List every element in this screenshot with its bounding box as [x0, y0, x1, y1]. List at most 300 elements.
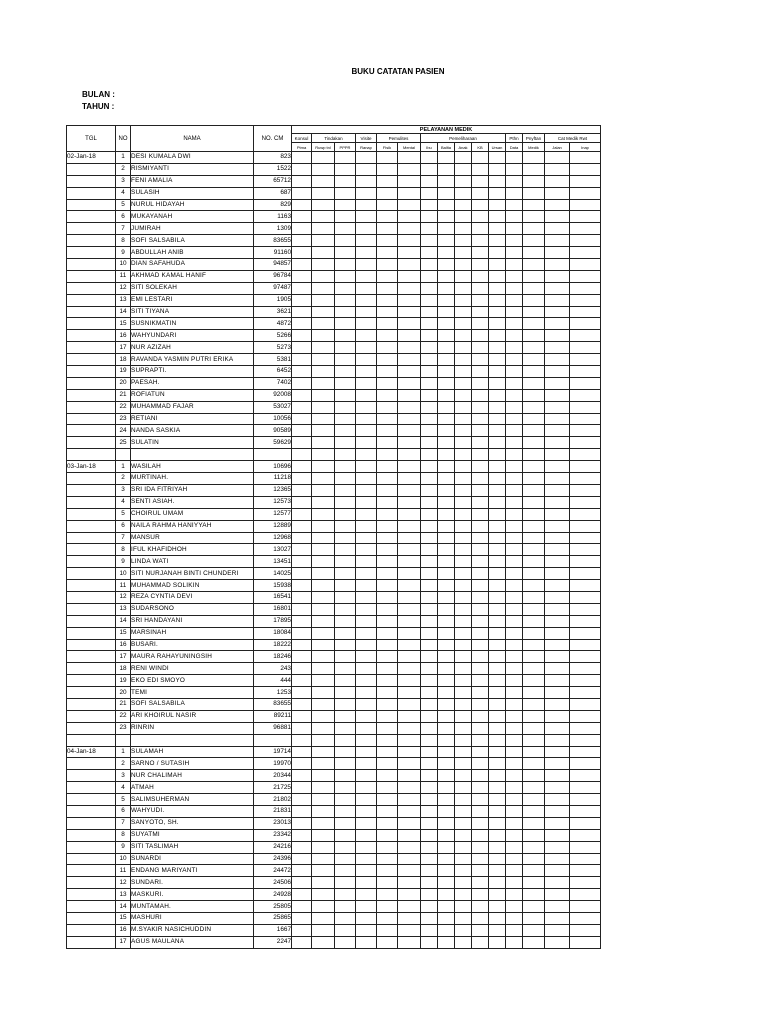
service-cell — [472, 865, 489, 877]
patient-name: JUMIRAH — [131, 223, 254, 235]
service-cell — [356, 663, 377, 675]
service-cell — [570, 853, 601, 865]
service-cell — [438, 675, 455, 687]
service-cell — [455, 461, 472, 473]
service-cell — [523, 794, 545, 806]
service-cell — [455, 354, 472, 366]
service-cell — [472, 889, 489, 901]
service-cell — [292, 865, 312, 877]
empty-cell — [335, 449, 356, 461]
service-cell — [523, 425, 545, 437]
service-cell — [438, 235, 455, 247]
service-cell — [570, 544, 601, 556]
service-cell — [312, 484, 335, 496]
service-cell — [570, 330, 601, 342]
medical-record-number: 2247 — [254, 936, 292, 948]
service-cell — [356, 223, 377, 235]
service-cell — [377, 710, 398, 722]
patient-name: RISMIYANTI — [131, 163, 254, 175]
service-cell — [377, 401, 398, 413]
service-cell — [545, 663, 570, 675]
service-cell — [472, 425, 489, 437]
service-cell — [489, 282, 506, 294]
service-cell — [356, 211, 377, 223]
service-cell — [398, 924, 421, 936]
service-cell — [377, 758, 398, 770]
patient-name: SARNO / SUTASIH — [131, 758, 254, 770]
service-cell — [292, 354, 312, 366]
patient-name: MAURA RAHAYUNINGSIH — [131, 651, 254, 663]
medical-record-number: 21831 — [254, 805, 292, 817]
service-cell — [377, 223, 398, 235]
service-cell — [506, 615, 523, 627]
service-cell — [506, 758, 523, 770]
date-cell — [67, 532, 116, 544]
service-cell — [545, 556, 570, 568]
service-cell — [335, 520, 356, 532]
service-cell — [356, 461, 377, 473]
service-cell — [312, 687, 335, 699]
table-row — [67, 913, 601, 925]
service-cell — [421, 377, 438, 389]
service-cell — [335, 913, 356, 925]
service-cell — [377, 175, 398, 187]
date-cell — [67, 675, 116, 687]
service-cell — [455, 235, 472, 247]
service-cell — [356, 270, 377, 282]
service-cell — [398, 603, 421, 615]
service-cell — [421, 758, 438, 770]
row-number: 7 — [116, 223, 131, 235]
row-number: 1 — [116, 746, 131, 758]
service-cell — [506, 294, 523, 306]
service-cell — [312, 342, 335, 354]
service-cell — [312, 556, 335, 568]
service-cell — [523, 663, 545, 675]
medical-record-number: 96881 — [254, 722, 292, 734]
service-cell — [570, 663, 601, 675]
service-cell — [489, 366, 506, 378]
service-cell — [472, 223, 489, 235]
service-cell — [398, 627, 421, 639]
service-cell — [489, 794, 506, 806]
row-number: 5 — [116, 199, 131, 211]
service-cell — [377, 591, 398, 603]
service-cell — [377, 152, 398, 164]
service-cell — [421, 235, 438, 247]
service-cell — [545, 425, 570, 437]
empty-cell — [131, 734, 254, 746]
service-cell — [489, 817, 506, 829]
empty-cell — [292, 734, 312, 746]
service-cell — [570, 247, 601, 259]
service-cell — [438, 330, 455, 342]
service-cell — [489, 259, 506, 271]
table-row — [67, 901, 601, 913]
date-cell — [67, 829, 116, 841]
service-cell — [421, 936, 438, 948]
patient-name: WASILAH — [131, 461, 254, 473]
row-number: 9 — [116, 841, 131, 853]
service-cell — [398, 401, 421, 413]
service-cell — [472, 187, 489, 199]
service-cell — [335, 461, 356, 473]
date-cell — [67, 520, 116, 532]
service-cell — [489, 318, 506, 330]
service-cell — [335, 342, 356, 354]
service-cell — [523, 318, 545, 330]
medical-record-number: 18222 — [254, 639, 292, 651]
service-cell — [377, 259, 398, 271]
service-cell — [570, 841, 601, 853]
service-cell — [545, 318, 570, 330]
patient-name: PAESAH. — [131, 377, 254, 389]
service-cell — [335, 532, 356, 544]
service-cell — [472, 805, 489, 817]
service-cell — [545, 580, 570, 592]
service-cell — [312, 627, 335, 639]
subheader: Ptma — [292, 143, 312, 152]
service-cell — [570, 580, 601, 592]
service-cell — [312, 318, 335, 330]
empty-cell — [292, 449, 312, 461]
service-cell — [438, 223, 455, 235]
service-cell — [356, 877, 377, 889]
row-number: 17 — [116, 936, 131, 948]
date-cell — [67, 484, 116, 496]
service-cell — [489, 496, 506, 508]
table-row — [67, 580, 601, 592]
row-number: 14 — [116, 615, 131, 627]
date-cell — [67, 877, 116, 889]
service-cell — [335, 473, 356, 485]
service-cell — [523, 651, 545, 663]
service-cell — [472, 794, 489, 806]
service-cell — [356, 651, 377, 663]
service-cell — [438, 211, 455, 223]
service-cell — [506, 889, 523, 901]
table-row — [67, 306, 601, 318]
date-cell — [67, 270, 116, 282]
service-cell — [312, 508, 335, 520]
empty-cell — [254, 734, 292, 746]
service-cell — [335, 163, 356, 175]
service-cell — [377, 770, 398, 782]
service-cell — [377, 330, 398, 342]
service-cell — [377, 282, 398, 294]
service-cell — [472, 544, 489, 556]
service-cell — [421, 603, 438, 615]
service-cell — [570, 508, 601, 520]
service-cell — [398, 235, 421, 247]
service-cell — [545, 175, 570, 187]
service-cell — [438, 591, 455, 603]
table-row — [67, 152, 601, 164]
service-cell — [472, 603, 489, 615]
patient-name: CHOIRUL UMAM — [131, 508, 254, 520]
service-cell — [472, 639, 489, 651]
service-cell — [377, 556, 398, 568]
header-no: NO — [116, 126, 131, 152]
service-cell — [506, 770, 523, 782]
service-cell — [377, 805, 398, 817]
service-cell — [292, 520, 312, 532]
service-cell — [377, 936, 398, 948]
service-cell — [506, 473, 523, 485]
date-cell — [67, 627, 116, 639]
service-cell — [421, 805, 438, 817]
service-cell — [438, 936, 455, 948]
header-pnyftan: Pnyftan — [523, 134, 545, 143]
medical-record-number: 1667 — [254, 924, 292, 936]
service-cell — [398, 913, 421, 925]
row-number: 18 — [116, 663, 131, 675]
service-cell — [472, 247, 489, 259]
service-cell — [523, 247, 545, 259]
service-cell — [398, 544, 421, 556]
header-tgl: TGL — [67, 126, 116, 152]
service-cell — [472, 770, 489, 782]
table-row — [67, 746, 601, 758]
medical-record-number: 12889 — [254, 520, 292, 532]
date-cell — [67, 401, 116, 413]
service-cell — [377, 532, 398, 544]
table-row — [67, 615, 601, 627]
service-cell — [489, 853, 506, 865]
service-cell — [421, 710, 438, 722]
service-cell — [335, 508, 356, 520]
row-number: 16 — [116, 639, 131, 651]
service-cell — [438, 651, 455, 663]
service-cell — [545, 639, 570, 651]
service-cell — [455, 698, 472, 710]
service-cell — [356, 437, 377, 449]
service-cell — [472, 508, 489, 520]
service-cell — [292, 651, 312, 663]
service-cell — [506, 639, 523, 651]
service-cell — [455, 615, 472, 627]
service-cell — [421, 187, 438, 199]
service-cell — [421, 663, 438, 675]
service-cell — [292, 782, 312, 794]
service-cell — [335, 556, 356, 568]
service-cell — [570, 889, 601, 901]
medical-record-number: 59629 — [254, 437, 292, 449]
row-number: 7 — [116, 817, 131, 829]
service-cell — [421, 924, 438, 936]
service-cell — [398, 163, 421, 175]
service-cell — [292, 163, 312, 175]
subheader: Jalan — [545, 143, 570, 152]
row-number: 21 — [116, 698, 131, 710]
medical-record-number: 243 — [254, 663, 292, 675]
service-cell — [312, 235, 335, 247]
service-cell — [398, 889, 421, 901]
service-cell — [292, 663, 312, 675]
patient-name: BUSARI. — [131, 639, 254, 651]
service-cell — [312, 580, 335, 592]
service-cell — [335, 484, 356, 496]
service-cell — [292, 496, 312, 508]
service-cell — [523, 829, 545, 841]
date-cell — [67, 639, 116, 651]
service-cell — [377, 187, 398, 199]
service-cell — [506, 484, 523, 496]
service-cell — [523, 282, 545, 294]
date-cell — [67, 235, 116, 247]
service-cell — [356, 330, 377, 342]
service-cell — [356, 235, 377, 247]
service-cell — [292, 722, 312, 734]
medical-record-number: 1309 — [254, 223, 292, 235]
empty-cell — [377, 734, 398, 746]
service-cell — [377, 247, 398, 259]
row-number: 7 — [116, 532, 131, 544]
service-cell — [506, 782, 523, 794]
empty-cell — [356, 449, 377, 461]
service-cell — [312, 710, 335, 722]
service-cell — [570, 163, 601, 175]
header-pelayanan-medik: PELAYANAN MEDIK — [292, 126, 601, 134]
service-cell — [506, 603, 523, 615]
date-cell — [67, 794, 116, 806]
table-row — [67, 496, 601, 508]
service-cell — [335, 901, 356, 913]
empty-cell — [523, 449, 545, 461]
service-cell — [421, 223, 438, 235]
service-cell — [489, 294, 506, 306]
service-cell — [335, 580, 356, 592]
service-cell — [506, 556, 523, 568]
service-cell — [398, 342, 421, 354]
service-cell — [570, 924, 601, 936]
service-cell — [545, 603, 570, 615]
medical-record-number: 18246 — [254, 651, 292, 663]
patient-name: SULASIH — [131, 187, 254, 199]
service-cell — [292, 615, 312, 627]
table-row — [67, 829, 601, 841]
patient-name: RENI WINDI — [131, 663, 254, 675]
service-cell — [489, 698, 506, 710]
service-cell — [335, 841, 356, 853]
service-cell — [455, 651, 472, 663]
table-row — [67, 377, 601, 389]
service-cell — [455, 865, 472, 877]
service-cell — [489, 580, 506, 592]
service-cell — [438, 318, 455, 330]
table-row — [67, 389, 601, 401]
service-cell — [356, 794, 377, 806]
service-cell — [356, 425, 377, 437]
service-cell — [455, 199, 472, 211]
row-number: 4 — [116, 496, 131, 508]
service-cell — [489, 924, 506, 936]
medical-record-number: 14025 — [254, 568, 292, 580]
service-cell — [489, 615, 506, 627]
service-cell — [356, 746, 377, 758]
service-cell — [455, 675, 472, 687]
service-cell — [292, 318, 312, 330]
service-cell — [421, 865, 438, 877]
service-cell — [545, 294, 570, 306]
service-cell — [312, 532, 335, 544]
service-cell — [472, 758, 489, 770]
service-cell — [455, 282, 472, 294]
service-cell — [545, 484, 570, 496]
medical-record-number: 83655 — [254, 698, 292, 710]
service-cell — [292, 829, 312, 841]
date-cell — [67, 615, 116, 627]
service-cell — [489, 675, 506, 687]
service-cell — [312, 270, 335, 282]
bulan-label: BULAN : — [82, 90, 115, 99]
service-cell — [312, 924, 335, 936]
service-cell — [506, 651, 523, 663]
service-cell — [356, 389, 377, 401]
table-row — [67, 591, 601, 603]
service-cell — [545, 901, 570, 913]
medical-record-number: 16541 — [254, 591, 292, 603]
service-cell — [455, 722, 472, 734]
row-number: 23 — [116, 413, 131, 425]
medical-record-number: 20344 — [254, 770, 292, 782]
service-cell — [545, 461, 570, 473]
service-cell — [292, 389, 312, 401]
service-cell — [455, 639, 472, 651]
service-cell — [398, 461, 421, 473]
patient-name: MARSINAH — [131, 627, 254, 639]
table-row — [67, 841, 601, 853]
service-cell — [335, 223, 356, 235]
service-cell — [472, 235, 489, 247]
service-cell — [489, 782, 506, 794]
service-cell — [356, 484, 377, 496]
service-cell — [421, 247, 438, 259]
medical-record-number: 1253 — [254, 687, 292, 699]
service-cell — [421, 877, 438, 889]
service-cell — [545, 342, 570, 354]
patient-name: DESI KUMALA DWI — [131, 152, 254, 164]
service-cell — [455, 805, 472, 817]
service-cell — [506, 413, 523, 425]
date-cell — [67, 544, 116, 556]
service-cell — [523, 924, 545, 936]
service-cell — [421, 330, 438, 342]
table-row — [67, 782, 601, 794]
service-cell — [335, 746, 356, 758]
service-cell — [438, 354, 455, 366]
service-cell — [398, 580, 421, 592]
service-cell — [523, 306, 545, 318]
service-cell — [335, 639, 356, 651]
service-cell — [489, 627, 506, 639]
service-cell — [506, 247, 523, 259]
service-cell — [506, 366, 523, 378]
service-cell — [570, 473, 601, 485]
service-cell — [489, 437, 506, 449]
date-cell — [67, 223, 116, 235]
service-cell — [438, 401, 455, 413]
service-cell — [398, 187, 421, 199]
service-cell — [472, 294, 489, 306]
service-cell — [292, 294, 312, 306]
service-cell — [472, 913, 489, 925]
service-cell — [545, 211, 570, 223]
service-cell — [292, 282, 312, 294]
service-cell — [570, 603, 601, 615]
service-cell — [545, 746, 570, 758]
service-cell — [292, 199, 312, 211]
